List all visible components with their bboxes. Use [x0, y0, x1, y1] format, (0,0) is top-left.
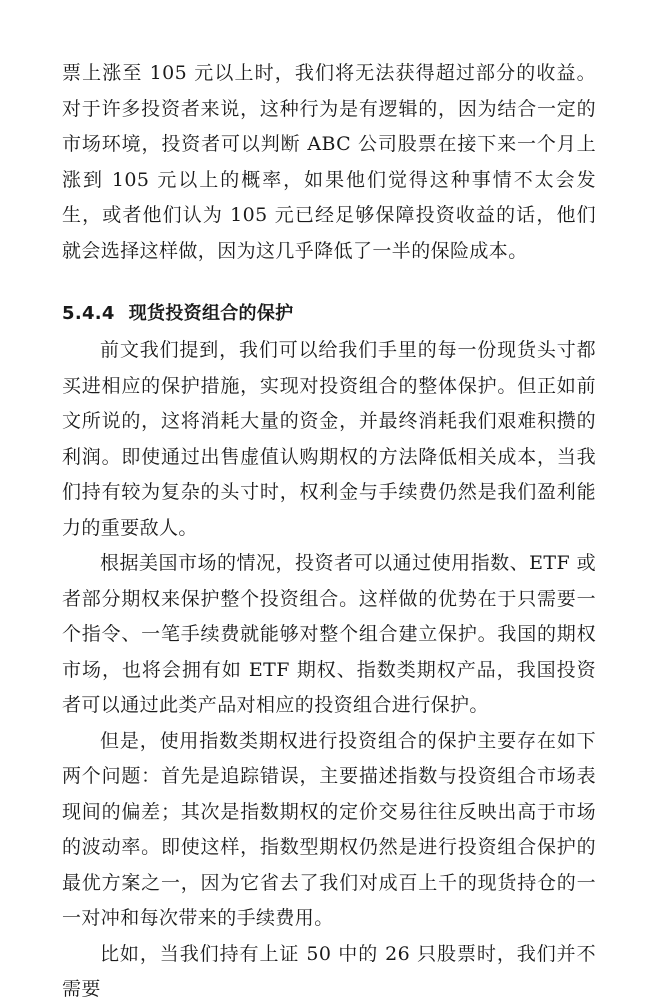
- paragraph: 前文我们提到，我们可以给我们手里的每一份现货头寸都买进相应的保护措施，实现对投资组合的整体保护。但正如前文所说的，这将消耗大量的资金，并最终消耗我们艰难积攒的利润。即使通过出售虚值认购期权的方法降低相关成本，当我们持有较为复杂的头寸时，权利金与手续费仍然是我们盈利能力的重要敌人。: [62, 339, 596, 539]
- document-page: [62, 56, 596, 1008]
- section-heading: [62, 297, 596, 331]
- paragraph: 比如，当我们持有上证 50 中的 26 只股票时，我们并不需要: [62, 942, 596, 1000]
- paragraph: 根据美国市场的情况，投资者可以通过使用指数、ETF 或者部分期权来保护整个投资组合。这样做的优势在于只需要一个指令、一笔手续费就能够对整个组合建立保护。我国的期权市场，也将会拥有如 ETF 期权、指数类期权产品，我国投资者可以通过此类产品对相应的投资组合进行保护。: [62, 552, 596, 716]
- section-title: 现货投资组合的保护: [128, 303, 294, 324]
- paragraph: 但是，使用指数类期权进行投资组合的保护主要存在如下两个问题：首先是追踪错误，主要描述指数与投资组合市场表现间的偏差；其次是指数期权的定价交易往往反映出高于市场的波动率。即使这样，指数型期权仍然是进行投资组合保护的最优方案之一，因为它省去了我们对成百上千的现货持仓的一一对冲和每次带来的手续费用。: [62, 729, 596, 929]
- paragraph-continuation: 票上涨至 105 元以上时，我们将无法获得超过部分的收益。对于许多投资者来说，这种行为是有逻辑的，因为结合一定的市场环境，投资者可以判断 ABC 公司股票在接下来一个月上涨到 105 元以上的概率，如果他们觉得这种事情不太会发生，或者他们认为 105 元已经足够保障投资收益的话，他们就会选择这样做，因为这几乎降低了一半的保险成本。: [62, 62, 596, 262]
- section-number: 5.4.4: [62, 303, 115, 324]
